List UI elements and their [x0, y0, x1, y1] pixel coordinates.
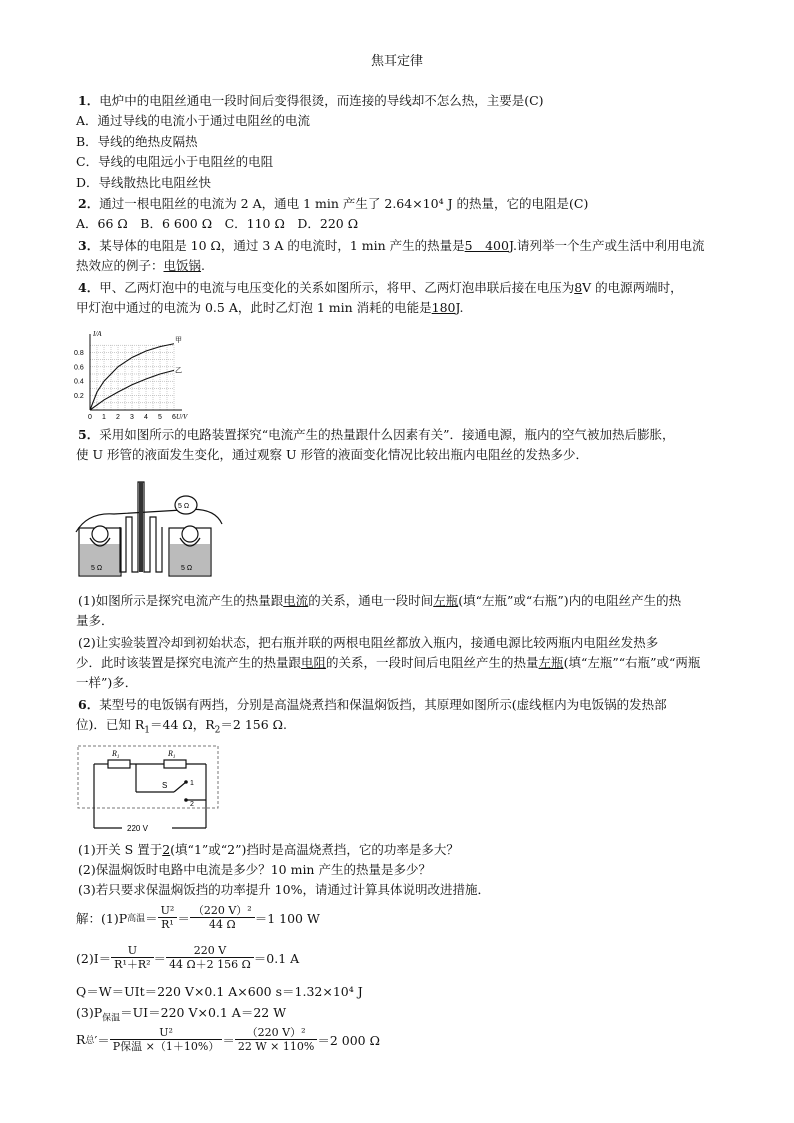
x-tick-label: 5: [158, 414, 162, 421]
q6-stem2d: 2: [214, 725, 221, 736]
sol4-f1-denominator: P保温 ×（1＋10%）: [112, 1040, 220, 1053]
sol1-f1-denominator: R¹: [161, 918, 174, 931]
heating-part-dashed-box: [78, 746, 218, 808]
series-label: 甲: [175, 335, 182, 344]
q5-sub1-text-b: 的关系，通电一段时间: [308, 593, 434, 608]
sol2-prefix: (2)I＝: [76, 950, 112, 966]
q3-answer2: 电饭锅: [163, 258, 202, 273]
q2-number: 2．: [78, 196, 100, 211]
q4-number: 4．: [78, 280, 100, 295]
q3-line1: [78, 237, 704, 255]
resistor-r1: [108, 760, 130, 768]
r2-label: $R_1$: [168, 749, 176, 760]
q4-part2: V 的电源两端时，: [582, 280, 683, 295]
q3-line2: [76, 257, 205, 275]
x-tick-label: 3: [130, 414, 134, 421]
sol2-fraction2: [166, 944, 254, 971]
q3-part2: J.请列举一个生产或生活中利用电流: [508, 238, 705, 253]
q5-sub1-answer2: 左瓶: [433, 593, 459, 608]
y-tick-label: 0.6: [74, 364, 84, 372]
q5-sub2-text-c: 的关系，一段时间后电阻丝产生的热量: [326, 655, 539, 670]
q3-part3: 热效应的例子：: [76, 258, 164, 273]
q5-sub2-text-b: 少．此时该装置是探究电流产生的热量跟: [76, 655, 302, 670]
switch-contact-1: [184, 780, 188, 784]
q5-sub2-line3: 一样”)多．: [76, 675, 138, 690]
q3-part1: 某导体的电阻是 10 Ω，通过 3 A 的电流时，1 min 产生的热量是: [99, 238, 465, 253]
q6-stem1: 某型号的电饭锅有两挡，分别是高温烧煮挡和保温焖饭挡，其原理如图所示(虚线框内为电饭锅的发热部: [99, 697, 667, 712]
rice-cooker-circuit-figure: [74, 744, 224, 836]
y-tick-label: 0.8: [74, 349, 84, 357]
q6-sub1-text-a: (1)开关 S 置于: [78, 842, 163, 857]
page-title: 焦耳定律: [370, 54, 423, 69]
q5-sub1-text-c: (填“左瓶”或“右瓶”)内的电阻丝产生的热: [458, 593, 682, 608]
q5-sub2-answer1: 电阻: [301, 655, 327, 670]
sol4-fraction2: [235, 1026, 317, 1053]
q2-stem: [78, 195, 588, 213]
q1-stem: [78, 92, 544, 110]
q4-part4: J.: [455, 300, 464, 315]
q6-stem2e: ＝2 156 Ω.: [220, 717, 287, 732]
solution-line4: [76, 1004, 286, 1028]
sol4-f2-denominator: 22 W × 110%: [237, 1040, 315, 1053]
left-resistor-label: 5 Ω: [91, 565, 103, 572]
sol2-f1-denominator: R¹＋R²: [114, 958, 151, 971]
sol1-equals: ＝: [145, 910, 158, 926]
switch-position-1-label: 1: [190, 780, 194, 787]
sol4-fraction1: [110, 1026, 223, 1053]
left-bottle: [92, 526, 108, 542]
q4-part1: 甲、乙两灯泡中的电流与电压变化的关系如图所示，将甲、乙两灯泡串联后接在电压为: [99, 280, 575, 295]
q4-answer1: 8: [574, 280, 583, 295]
sol1-fraction1: [158, 904, 178, 931]
q6-sub3: (3)若只要求保温焖饭挡的功率提升 10%，请通过计算具体说明改进措施．: [78, 882, 490, 897]
q4-answer2: 180: [431, 300, 456, 315]
q5-sub2-line2: [76, 654, 700, 672]
sol2-equals: ＝: [153, 950, 167, 966]
sol3-subscript: 保温: [102, 1013, 121, 1024]
sol4-equals: ′＝: [94, 1032, 110, 1048]
sol1-prefix: 解：(1)P: [76, 910, 128, 926]
sol1-f2-denominator: 44 Ω: [208, 918, 236, 931]
q6-line1: [78, 696, 667, 714]
q1-option-d: D．导线散热比电阻丝快: [76, 175, 212, 190]
x-tick-label: 4: [144, 414, 148, 421]
q1-option-c: C．导线的电阻远小于电阻丝的电阻: [76, 154, 274, 169]
q6-line2: [76, 716, 287, 740]
q2-options: A．66 Ω B．6 600 Ω C．110 Ω D．220 Ω: [76, 216, 359, 231]
sol2-f2-denominator: 44 Ω＋2 156 Ω: [169, 958, 251, 971]
switch-position-2-label: 2: [190, 801, 194, 808]
sol2-f1-numerator: U: [111, 944, 153, 958]
right-resistor-label: 5 Ω: [181, 565, 193, 572]
q6-sub2: (2)保温焖饭时电路中电流是多少？10 min 产生的热量是多少？: [78, 862, 431, 877]
q5-sub2-answer2: 左瓶: [538, 655, 564, 670]
q5-sub1-line2: 量多．: [76, 613, 114, 628]
solution-line1: [76, 904, 320, 931]
q1-option-a: A．通过导线的电流小于通过电阻丝的电流: [76, 113, 311, 128]
q3-number: 3．: [78, 238, 100, 253]
q5-line1: [78, 426, 675, 444]
solution-line3: Q＝W＝UIt＝220 V×0.1 A×600 s＝1.32×10⁴ J: [76, 984, 363, 999]
q3-answer1: 5 400: [464, 238, 509, 253]
q6-sub1: [78, 841, 459, 859]
sol1-f1-numerator: U²: [158, 904, 178, 918]
external-resistor-label: 5 Ω: [178, 503, 190, 510]
right-bottle: [182, 526, 198, 542]
y-tick-label: 0.4: [74, 378, 84, 386]
q3-part4: .: [201, 258, 206, 273]
sol2-fraction1: [111, 944, 153, 971]
sol4-equals-2: ＝: [222, 1032, 235, 1048]
sol4-subscript: 总: [85, 1036, 95, 1046]
q1-stem-text: 电炉中的电阻丝通电一段时间后变得很烫，而连接的导线却不怎么热，主要是(C): [99, 93, 544, 108]
x-tick-label: 0: [88, 414, 92, 421]
q6-number: 6．: [78, 697, 100, 712]
sol1-result: ＝1 100 W: [254, 910, 320, 926]
sol1-f2-numerator: （220 V）²: [190, 904, 255, 918]
series-line-yi: [90, 370, 174, 410]
sol4-f2-numerator: （220 V）²: [235, 1026, 317, 1040]
y-tick-label: 0.2: [74, 393, 84, 401]
q1-option-b: B．导线的绝热皮隔热: [76, 134, 198, 149]
sol3-rest: ＝UI＝220 V×0.1 A＝22 W: [120, 1005, 287, 1020]
q5-number: 5．: [78, 427, 100, 442]
q6-stem2c: ＝44 Ω，R: [150, 717, 215, 732]
q1-number: 1．: [78, 93, 100, 108]
q5-line2: 使 U 形管的液面发生变化，通过观察 U 形管的液面变化情况比较出瓶内电阻丝的发热多少．: [76, 447, 588, 462]
y-axis-label: I/A: [93, 330, 102, 338]
x-axis-label: U/V: [176, 413, 188, 421]
sol1-fraction2: [190, 904, 255, 931]
q6-sub1-text-b: (填“1”或“2”)挡时是高温烧煮挡，它的功率是多大？: [170, 842, 459, 857]
q6-sub1-answer: 2: [162, 842, 171, 857]
q2-stem-text: 通过一根电阻丝的电流为 2 A，通电 1 min 产生了 2.64×10⁴ J 的热量，它的电阻是(C): [99, 196, 589, 211]
iu-chart: [72, 322, 202, 422]
sol1-equals-2: ＝: [177, 910, 190, 926]
sol4-prefix: R: [76, 1032, 86, 1047]
x-tick-label: 6: [172, 414, 176, 421]
sol4-result: ＝2 000 Ω: [317, 1032, 380, 1048]
u-tube-apparatus-figure: [74, 472, 224, 584]
sol2-result: ＝0.1 A: [253, 950, 300, 966]
q4-line2: [76, 299, 464, 317]
u-tube-scale: [139, 482, 143, 572]
q4-line1: [78, 279, 683, 297]
q6-stem2a: 位)．已知 R: [76, 717, 145, 732]
x-tick-label: 1: [102, 414, 106, 421]
r1-label: $R_1$: [112, 749, 120, 760]
solution-line2: [76, 944, 299, 971]
sol4-f1-numerator: U²: [110, 1026, 223, 1040]
q5-sub2-line1: (2)让实验装置冷却到初始状态，把右瓶并联的两根电阻丝都放入瓶内，接通电源比较两瓶内电阻丝发热多: [78, 635, 659, 650]
q5-sub1-line1: [78, 592, 681, 610]
q4-part3: 甲灯泡中通过的电流为 0.5 A，此时乙灯泡 1 min 消耗的电能是: [76, 300, 432, 315]
q5-sub1-text-a: (1)如图所示是探究电流产生的热量跟: [78, 593, 284, 608]
series-label: 乙: [175, 366, 182, 375]
solution-line5: [76, 1026, 380, 1053]
resistor-r2: [164, 760, 186, 768]
sol3-prefix: (3)P: [76, 1005, 103, 1020]
sol1-subscript: 高温: [127, 914, 146, 924]
q5-sub2-text-d: (填“左瓶”“右瓶”或“两瓶: [563, 655, 701, 670]
q5-sub1-answer1: 电流: [283, 593, 309, 608]
voltage-label: 220 V: [127, 824, 148, 833]
x-tick-label: 2: [116, 414, 120, 421]
q6-stem2b: 1: [144, 725, 150, 736]
switch-blade: [174, 782, 186, 792]
switch-label: S: [162, 781, 168, 790]
q5-stem1: 采用如图所示的电路装置探究“电流产生的热量跟什么因素有关”．接通电源，瓶内的空气被加热后膨胀，: [99, 427, 675, 442]
sol2-f2-numerator: 220 V: [166, 944, 254, 958]
